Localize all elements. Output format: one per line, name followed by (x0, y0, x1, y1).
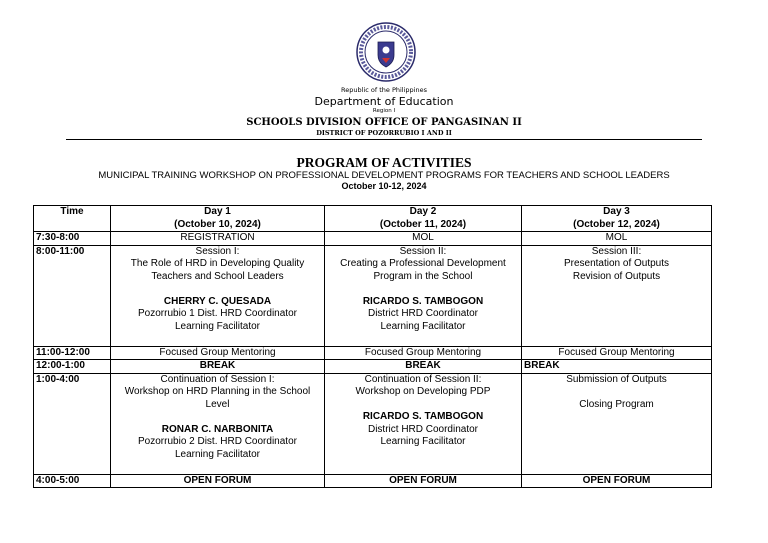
session-topic: Workshop on Developing PDP (355, 386, 491, 397)
session-topic: Workshop on HRD Planning in the School (124, 386, 311, 397)
day2-cell: OPEN FORUM (325, 474, 522, 488)
agenda-item: Closing Program (579, 398, 654, 410)
table-row (34, 232, 712, 246)
table-row (34, 474, 712, 488)
speaker-role: Learning Facilitator (174, 320, 261, 332)
time-cell: 1:00-4:00 (34, 373, 111, 474)
document-title: PROGRAM OF ACTIVITIES (296, 155, 472, 170)
session-label: Session III: (591, 245, 642, 257)
col-header-time: Time (34, 206, 111, 232)
session-topic: Presentation of Outputs (563, 258, 670, 269)
session-topic: Teachers and School Leaders (151, 270, 284, 282)
speaker-role: Learning Facilitator (380, 320, 466, 332)
session-label: Session I: (195, 245, 240, 257)
session-topic: Program in the School (373, 270, 473, 282)
time-cell: 4:00-5:00 (34, 474, 111, 488)
day3-cell (522, 245, 712, 346)
department-label: Department of Education (314, 95, 454, 108)
session-topic: The Role of HRD in Developing Quality (130, 258, 305, 269)
day2-cell: Focused Group Mentoring (325, 346, 522, 360)
table-header-row (34, 206, 712, 232)
col-header-day2: Day 2 (October 11, 2024) (325, 206, 522, 232)
table-row (34, 245, 712, 346)
deped-seal-icon (356, 22, 416, 82)
day1-cell: BREAK (111, 360, 325, 374)
speaker-role: Learning Facilitator (380, 436, 466, 447)
session-label: Continuation of Session II: (364, 373, 482, 385)
day3-cell: OPEN FORUM (522, 474, 712, 488)
republic-label: Republic of the Philippines (341, 86, 427, 94)
time-cell: 11:00-12:00 (34, 346, 111, 360)
speaker-role: Learning Facilitator (174, 448, 261, 460)
region-label: Region I (372, 108, 396, 114)
day2-cell (325, 245, 522, 346)
table-row (34, 373, 712, 474)
session-topic: Creating a Professional Development (340, 258, 506, 269)
table-row (34, 346, 712, 360)
day3-cell: Focused Group Mentoring (522, 346, 712, 360)
day1-cell (111, 373, 325, 474)
speaker-name: RICARDO S. TAMBOGON (362, 411, 484, 422)
speaker-name: CHERRY C. QUESADA (163, 295, 272, 307)
day3-cell (522, 373, 712, 474)
day1-cell (111, 245, 325, 346)
time-cell: 7:30-8:00 (34, 232, 111, 246)
agenda-item: Submission of Outputs (566, 373, 667, 385)
document-subtitle: MUNICIPAL TRAINING WORKSHOP ON PROFESSIONAL DEVELOPMENT PROGRAMS FOR TEACHERS AND SCHOOL LEADERS (98, 170, 670, 181)
speaker-position: District HRD Coordinator (367, 423, 479, 435)
col-header-day3: Day 3 (October 12, 2024) (522, 206, 712, 232)
day2-cell: BREAK (325, 360, 522, 374)
session-topic: Level (205, 398, 230, 410)
header-divider (66, 139, 702, 140)
day2-cell (325, 373, 522, 474)
division-label: SCHOOLS DIVISION OFFICE OF PANGASINAN II (246, 117, 522, 128)
district-label: DISTRICT OF POZORRUBIO I AND II (316, 129, 452, 137)
session-label: Session II: (399, 245, 447, 257)
day3-cell: BREAK (522, 360, 712, 374)
table-row (34, 360, 712, 374)
session-topic: Revision of Outputs (572, 270, 661, 282)
time-cell: 12:00-1:00 (34, 360, 111, 374)
document-dates: October 10-12, 2024 (341, 181, 427, 191)
speaker-name: RICARDO S. TAMBOGON (362, 295, 484, 307)
day1-cell: Focused Group Mentoring (111, 346, 325, 360)
day2-cell: MOL (325, 232, 522, 246)
program-table (33, 205, 712, 488)
day1-cell: REGISTRATION (111, 232, 325, 246)
speaker-position: District HRD Coordinator (367, 308, 479, 319)
speaker-position: Pozorrubio 1 Dist. HRD Coordinator (138, 308, 297, 319)
day3-cell: MOL (522, 232, 712, 246)
day1-cell: OPEN FORUM (111, 474, 325, 488)
session-label: Continuation of Session I: (160, 373, 275, 385)
speaker-name: RONAR C. NARBONITA (161, 423, 274, 435)
time-cell: 8:00-11:00 (34, 245, 111, 346)
col-header-day1: Day 1 (October 10, 2024) (111, 206, 325, 232)
speaker-position: Pozorrubio 2 Dist. HRD Coordinator (138, 436, 297, 447)
